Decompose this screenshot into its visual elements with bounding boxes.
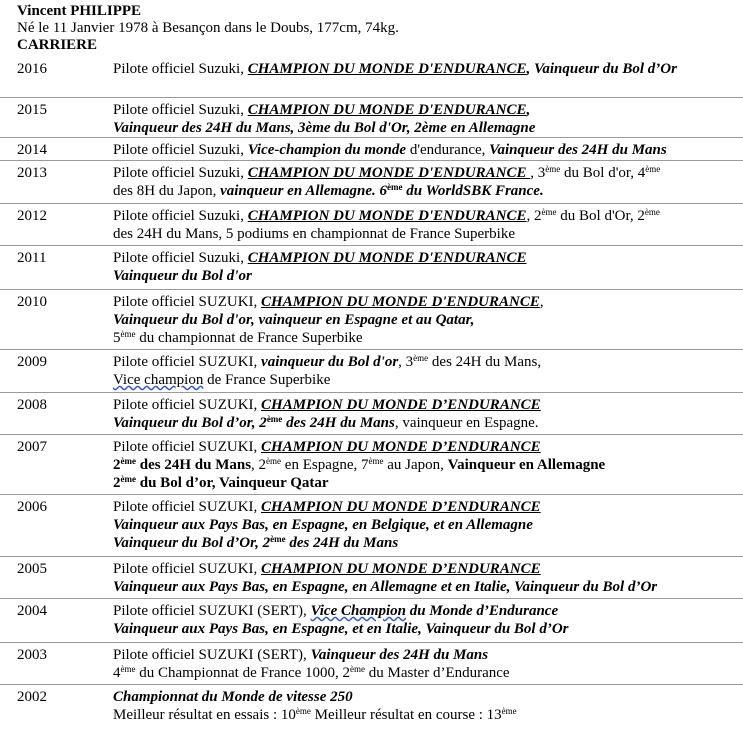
career-row-2013 — [0, 160, 743, 204]
text-segment: Pilote officiel SUZUKI, — [113, 439, 262, 455]
title-highlight: CHAMPION DU MONDE D'ENDURANCE — [247, 102, 527, 118]
career-description — [113, 207, 738, 243]
career-year: 2008 — [17, 397, 47, 413]
description-line — [113, 688, 738, 706]
description-line — [113, 646, 738, 664]
text-segment: , — [526, 102, 531, 118]
description-line — [113, 396, 738, 414]
text-segment: 2 — [113, 457, 121, 473]
career-description — [113, 688, 738, 724]
text-segment: , vainqueur en Espagne. — [394, 415, 539, 431]
text-segment: Vainqueur aux Pays Bas, en Espagne, en Belgique, et en Allemagne — [113, 517, 533, 533]
career-row-2011 — [0, 245, 743, 290]
description-line — [113, 207, 738, 225]
description-line — [113, 664, 738, 682]
description-line — [113, 119, 738, 137]
text-segment: Pilote officiel Suzuki, — [113, 250, 248, 266]
career-description — [113, 396, 738, 432]
career-description — [113, 602, 738, 638]
title-highlight: CHAMPION DU MONDE D’ENDURANCE — [261, 439, 541, 455]
ordinal-suffix: ème — [644, 207, 660, 217]
ordinal-suffix: ème — [270, 534, 286, 544]
description-line — [113, 706, 738, 724]
text-segment: du Bol d’or, Vainqueur Qatar — [136, 475, 329, 491]
title-highlight: CHAMPION DU MONDE D'ENDURANCE — [247, 250, 527, 266]
title-highlight: CHAMPION DU MONDE D’ENDURANCE — [261, 499, 541, 515]
document-header — [17, 3, 399, 54]
text-segment: Vainqueur des 24H du Mans — [310, 647, 489, 663]
description-line — [113, 353, 738, 371]
description-line — [113, 60, 738, 78]
career-row-2002 — [0, 684, 743, 729]
rider-name: Vincent PHILIPPE — [17, 3, 142, 19]
text-segment: des 24H du Mans, — [428, 354, 542, 370]
career-year: 2006 — [17, 499, 47, 515]
description-line — [113, 371, 738, 389]
career-row-2016 — [0, 57, 743, 97]
description-line — [113, 225, 738, 243]
text-segment: Pilote officiel SUZUKI, — [113, 354, 262, 370]
ordinal-suffix: ème — [120, 474, 136, 484]
career-year: 2016 — [17, 61, 47, 77]
career-year: 2007 — [17, 439, 47, 455]
description-line — [113, 414, 738, 432]
career-year: 2009 — [17, 354, 47, 370]
ordinal-suffix: ème — [266, 456, 282, 466]
text-segment: Meilleur résultat en essais : 10 — [113, 707, 296, 723]
description-line — [113, 456, 738, 474]
career-row-2008 — [0, 392, 743, 435]
text-segment: Meilleur résultat en course : 13 — [310, 707, 502, 723]
career-year: 2011 — [17, 250, 47, 266]
career-description — [113, 438, 738, 492]
career-year: 2002 — [17, 689, 47, 705]
description-line — [113, 293, 738, 311]
text-segment: du Monde d’Endurance — [406, 603, 559, 619]
text-segment: , 2 — [526, 208, 542, 224]
section-title: CARRIERE — [17, 37, 98, 53]
career-description — [113, 60, 738, 78]
ordinal-suffix: ème — [387, 182, 403, 192]
text-segment: Pilote officiel SUZUKI (SERT), — [113, 603, 311, 619]
career-description — [113, 498, 738, 552]
text-segment: Pilote officiel SUZUKI, — [113, 561, 262, 577]
career-description — [113, 141, 738, 159]
text-segment: Vainqueur du Bol d’or, 2 — [113, 415, 267, 431]
career-row-2012 — [0, 203, 743, 246]
career-row-2006 — [0, 494, 743, 557]
text-segment: Pilote officiel SUZUKI, — [113, 397, 262, 413]
career-row-2003 — [0, 642, 743, 685]
career-row-2010 — [0, 289, 743, 350]
description-line — [113, 164, 738, 182]
career-description — [113, 353, 738, 389]
description-line — [113, 534, 738, 552]
ordinal-suffix: ème — [541, 207, 557, 217]
description-line — [113, 620, 738, 638]
career-year: 2005 — [17, 561, 47, 577]
text-segment: des 24H du Mans — [136, 457, 252, 473]
text-segment: des 8H du Japon, — [113, 183, 221, 199]
career-description — [113, 560, 738, 596]
text-segment: vainqueur en Allemagne. 6 — [220, 183, 388, 199]
description-line — [113, 602, 738, 620]
text-segment: , — [539, 294, 544, 310]
description-line — [113, 311, 738, 329]
text-segment: des 24H du Mans — [285, 535, 399, 551]
text-segment: du Bol d'Or, 2 — [556, 208, 645, 224]
text-segment: Vainqueur du Bol d’Or, 2 — [113, 535, 271, 551]
career-row-2015 — [0, 97, 743, 138]
text-segment: Vainqueur aux Pays Bas, en Espagne, en Allemagne et en Italie, Vainqueur du Bol d’Or — [113, 579, 658, 595]
text-segment: Vainqueur du Bol d'or, vainqueur en Espagne et au Qatar, — [113, 312, 475, 328]
ordinal-suffix: ème — [413, 353, 429, 363]
career-row-2009 — [0, 349, 743, 393]
career-description — [113, 249, 738, 285]
ordinal-suffix: ème — [266, 414, 283, 424]
text-segment: Pilote officiel SUZUKI, — [113, 499, 262, 515]
career-row-2007 — [0, 434, 743, 495]
career-description — [113, 293, 738, 347]
birth-info: Né le 11 Janvier 1978 à Besançon dans le Doubs, 177cm, 74kg. — [17, 20, 399, 36]
description-line — [113, 438, 738, 456]
title-highlight: CHAMPION DU MONDE D'ENDURANCE — [261, 294, 540, 310]
text-segment: au Japon, — [383, 457, 448, 473]
text-segment: Vice-champion du monde — [247, 142, 407, 158]
career-description — [113, 101, 738, 137]
text-segment: Championnat du Monde de vitesse 250 — [113, 689, 353, 705]
text-segment: vainqueur du Bol d'or — [261, 354, 399, 370]
ordinal-suffix: ème — [350, 664, 366, 674]
spellcheck-underlined-text: Vice champion — [113, 372, 204, 388]
text-segment: Pilote officiel SUZUKI (SERT), — [113, 647, 311, 663]
text-segment: des 24H du Mans — [282, 415, 395, 431]
title-highlight: CHAMPION DU MONDE D'ENDURANCE — [247, 61, 527, 77]
text-segment: du championnat de France Superbike — [135, 330, 363, 346]
career-year: 2014 — [17, 142, 47, 158]
text-segment: Vainqueur du Bol d'or — [113, 268, 252, 284]
text-segment: Vainqueur en Allemagne — [447, 457, 606, 473]
description-line — [113, 182, 738, 200]
ordinal-suffix: ème — [120, 664, 136, 674]
text-segment: Vainqueur aux Pays Bas, en Espagne, et en Italie, Vainqueur du Bol d’Or — [113, 621, 569, 637]
text-segment: 4 — [113, 665, 121, 681]
description-line — [113, 101, 738, 119]
ordinal-suffix: ème — [545, 164, 561, 174]
ordinal-suffix: ème — [645, 164, 661, 174]
text-segment: du WorldSBK France. — [402, 183, 544, 199]
text-segment: du Master d’Endurance — [365, 665, 510, 681]
ordinal-suffix: ème — [501, 706, 517, 716]
text-segment: d'endurance, — [406, 142, 490, 158]
description-line — [113, 474, 738, 492]
title-highlight: CHAMPION DU MONDE D’ENDURANCE — [261, 561, 541, 577]
text-segment: Pilote officiel Suzuki, — [113, 102, 248, 118]
description-line — [113, 329, 738, 347]
text-segment: Pilote officiel Suzuki, — [113, 208, 248, 224]
text-segment: , 2 — [251, 457, 267, 473]
description-line — [113, 249, 738, 267]
career-year: 2012 — [17, 208, 47, 224]
career-year: 2015 — [17, 102, 47, 118]
career-row-2005 — [0, 556, 743, 599]
text-segment: du Bol d'or, 4 — [560, 165, 646, 181]
text-segment: de France Superbike — [203, 372, 331, 388]
description-line — [113, 578, 738, 596]
text-segment: 5 — [113, 330, 121, 346]
title-highlight: CHAMPION DU MONDE D'ENDURANCE — [247, 208, 527, 224]
description-line — [113, 516, 738, 534]
description-line — [113, 141, 738, 159]
career-row-2004 — [0, 598, 743, 643]
ordinal-suffix: ème — [295, 706, 311, 716]
career-row-2014 — [0, 137, 743, 161]
text-segment: , Vainqueur du Bol d’Or — [526, 61, 677, 77]
text-segment: Vainqueur des 24H du Mans, 3ème du Bol d'Or, 2ème en Allemagne — [113, 120, 536, 136]
text-segment: Vainqueur des 24H du Mans — [489, 142, 667, 158]
title-highlight: CHAMPION DU MONDE D’ENDURANCE — [261, 397, 541, 413]
description-line — [113, 267, 738, 285]
title-highlight: CHAMPION DU MONDE D'ENDURANCE — [247, 165, 531, 181]
text-segment: 2 — [113, 475, 121, 491]
spellcheck-underlined-text: Vice Champion — [310, 603, 406, 619]
description-line — [113, 498, 738, 516]
career-year: 2010 — [17, 294, 47, 310]
text-segment: Pilote officiel SUZUKI, — [113, 294, 262, 310]
text-segment: des 24H du Mans, 5 podiums en championnat de France Superbike — [113, 226, 516, 242]
text-segment: Pilote officiel Suzuki, — [113, 165, 248, 181]
career-year: 2013 — [17, 165, 47, 181]
ordinal-suffix: ème — [120, 329, 136, 339]
text-segment: , 3 — [398, 354, 414, 370]
ordinal-suffix: ème — [368, 456, 384, 466]
text-segment: en Espagne, 7 — [281, 457, 369, 473]
career-description — [113, 646, 738, 682]
text-segment: Pilote officiel Suzuki, — [113, 61, 248, 77]
career-year: 2003 — [17, 647, 47, 663]
career-description — [113, 164, 738, 200]
career-year: 2004 — [17, 603, 47, 619]
ordinal-suffix: ème — [120, 456, 136, 466]
description-line — [113, 560, 738, 578]
text-segment: du Championnat de France 1000, 2 — [135, 665, 351, 681]
text-segment: , 3 — [530, 165, 546, 181]
text-segment: Pilote officiel Suzuki, — [113, 142, 248, 158]
